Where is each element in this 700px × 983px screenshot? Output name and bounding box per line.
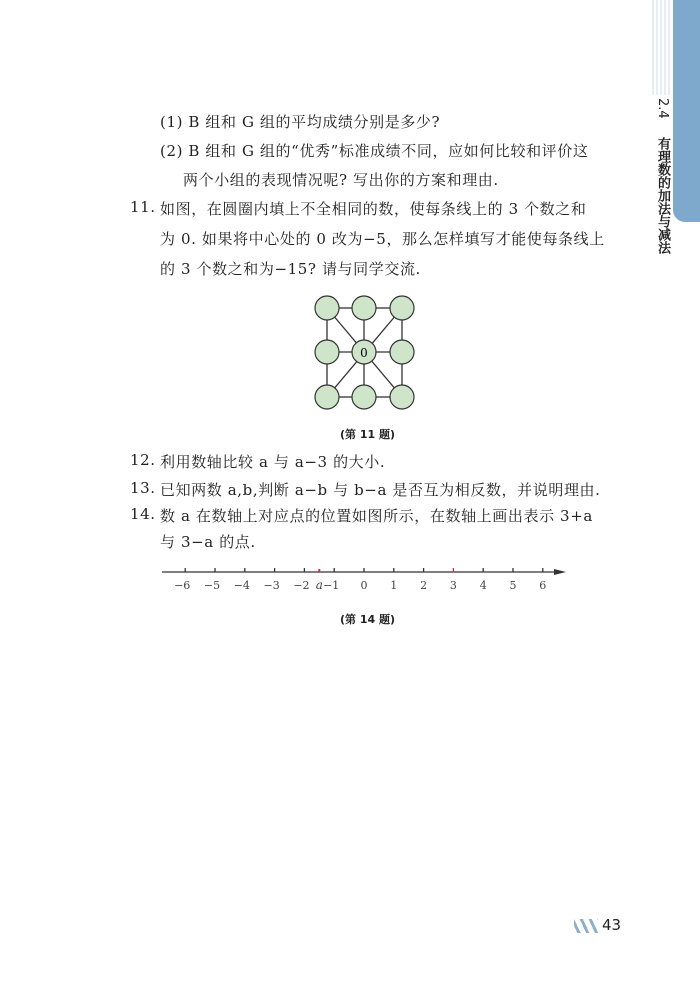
tick-label: 0: [360, 579, 368, 592]
problem-11-line: 如图，在圆圈内填上不全相同的数，使每条线上的 3 个数之和: [160, 200, 587, 218]
point-a-label: a: [315, 578, 323, 592]
problem-13-text: 已知两数 a,b,判断 a−b 与 b−a 是否互为相反数，并说明理由.: [160, 481, 601, 499]
tick-label: 5: [509, 579, 517, 592]
problem-12-text: 利用数轴比较 a 与 a−3 的大小.: [160, 453, 386, 471]
page-number-stripes: [574, 919, 598, 933]
number-circle: [315, 385, 339, 409]
number-circle: [315, 296, 339, 320]
number-line: [150, 560, 580, 600]
tick-label: −6: [174, 579, 191, 592]
chapter-tab: [673, 0, 700, 222]
axis-arrow: [554, 569, 566, 575]
tick-label: 3: [449, 579, 457, 592]
problem-14-line: 与 3−a 的点.: [160, 533, 256, 551]
problem-11-number: 11.: [130, 198, 156, 216]
part-1: (1) B 组和 G 组的平均成绩分别是多少?: [160, 113, 441, 131]
number-circle: [352, 385, 376, 409]
number-circle: [390, 385, 414, 409]
edge-stripes: [652, 0, 672, 95]
problem-11-line: 为 0. 如果将中心处的 0 改为−5，那么怎样填写才能使每条线上: [160, 230, 605, 248]
section-header: [652, 98, 672, 254]
circle-grid-figure: [300, 290, 430, 420]
problem-14-number: 14.: [130, 505, 156, 523]
section-title: 有理数的加法与减法: [655, 136, 670, 254]
tick-label: 1: [390, 579, 398, 592]
tick-label: −1: [323, 579, 340, 592]
part-2-cont: 两个小组的表现情况呢? 写出你的方案和理由.: [183, 171, 499, 189]
section-number: 2.4: [655, 98, 670, 119]
page-number: 43: [602, 916, 622, 934]
problem-12-number: 12.: [130, 451, 156, 469]
problem-14-line: 数 a 在数轴上对应点的位置如图所示，在数轴上画出表示 3+a: [160, 507, 593, 525]
tick-label: 4: [479, 579, 487, 592]
problem-11-line: 的 3 个数之和为−15? 请与同学交流.: [160, 260, 421, 278]
figure-14-caption: (第 14 题): [340, 613, 396, 626]
part-2: (2) B 组和 G 组的“优秀”标准成绩不同，应如何比较和评价这: [160, 142, 589, 160]
number-circle: [352, 296, 376, 320]
tick-label: −3: [263, 579, 280, 592]
problem-13-number: 13.: [130, 479, 156, 497]
tick-label: 6: [539, 579, 547, 592]
number-circle: [315, 340, 339, 364]
tick-label: −2: [293, 579, 310, 592]
tick-label: 2: [420, 579, 428, 592]
number-circle: [390, 340, 414, 364]
tick-label: −4: [233, 579, 250, 592]
figure-11-caption: (第 11 题): [340, 428, 396, 441]
number-circle: [390, 296, 414, 320]
tick-label: −5: [203, 579, 221, 592]
center-value: 0: [360, 346, 368, 360]
